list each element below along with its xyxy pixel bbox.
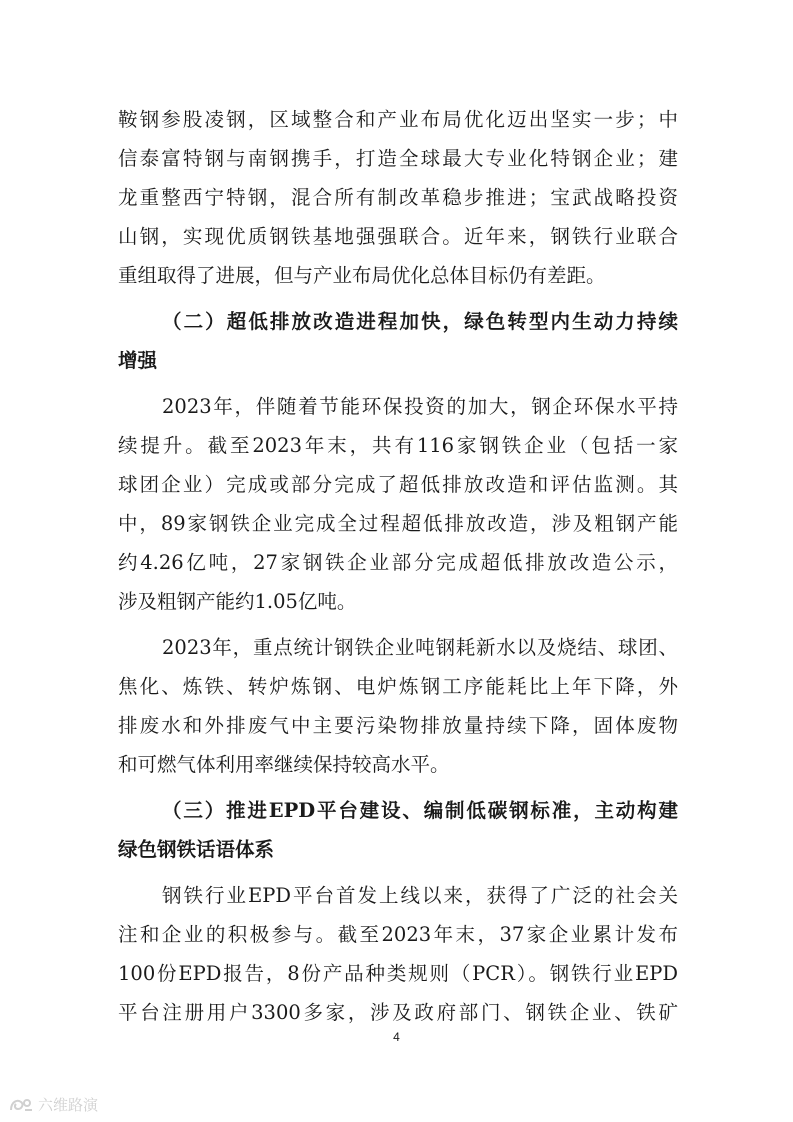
section-heading-3-line-2: 绿色钢铁话语体系 [118,838,275,861]
paragraph-2-line-4: 中，89家钢铁企业完成全过程超低排放改造，涉及粗钢产能 [118,512,678,535]
paragraph-4-line-2: 注和企业的积极参与。截至2023年末，37家企业累计发布 [118,923,678,946]
paragraph-1-line-1: 鞍钢参股凌钢，区域整合和产业布局优化迈出坚实一步；中 [118,108,678,131]
paragraph-1-line-3: 龙重整西宁特钢，混合所有制改革稳步推进；宝武战略投资 [118,186,678,209]
paragraph-2-line-3: 球团企业）完成或部分完成了超低排放改造和评估监测。其 [118,473,678,496]
section-heading-2-line-1: （二）超低排放改造进程加快，绿色转型内生动力持续 [162,310,678,333]
logo-mark-icon [8,1096,34,1114]
paragraph-1-line-4: 山钢，实现优质钢铁基地强强联合。近年来，钢铁行业联合 [118,225,678,248]
paragraph-4-line-4: 平台注册用户3300多家，涉及政府部门、钢铁企业、铁矿 [118,1001,678,1024]
watermark [8,1094,98,1115]
paragraph-2-line-2: 续提升。截至2023年末，共有116家钢铁企业（包括一家 [118,434,678,457]
paragraph-3-line-3: 排废水和外排废气中主要污染物排放量持续下降，固体废物 [118,714,678,737]
paragraph-3-line-4: 和可燃气体利用率继续保持较高水平。 [118,753,450,776]
paragraph-2-line-5: 约4.26亿吨，27家钢铁企业部分完成超低排放改造公示， [118,551,678,574]
paragraph-1-line-2: 信泰富特钢与南钢携手，打造全球最大专业化特钢企业；建 [118,147,678,170]
paragraph-3-line-1: 2023年，重点统计钢铁企业吨钢耗新水以及烧结、球团、 [162,636,678,659]
paragraph-4-line-1: 钢铁行业EPD平台首发上线以来，获得了广泛的社会关 [162,884,678,907]
paragraph-4-line-3: 100份EPD报告，8份产品种类规则（PCR）。钢铁行业EPD [118,962,679,985]
section-heading-3-line-1: （三）推进EPD平台建设、编制低碳钢标准，主动构建 [162,799,678,822]
section-heading-2-line-2: 增强 [118,349,158,372]
watermark-text: 六维路演 [38,1096,99,1114]
paragraph-2-line-1: 2023年，伴随着节能环保投资的加大，钢企环保水平持 [162,395,678,418]
page-number: 4 [393,1030,400,1044]
paragraph-2-line-6: 涉及粗钢产能约1.05亿吨。 [118,590,357,613]
paragraph-3-line-2: 焦化、炼铁、转炉炼钢、电炉炼钢工序能耗比上年下降，外 [118,675,678,698]
paragraph-1-line-5: 重组取得了进展，但与产业布局优化总体目标仍有差距。 [118,264,606,287]
